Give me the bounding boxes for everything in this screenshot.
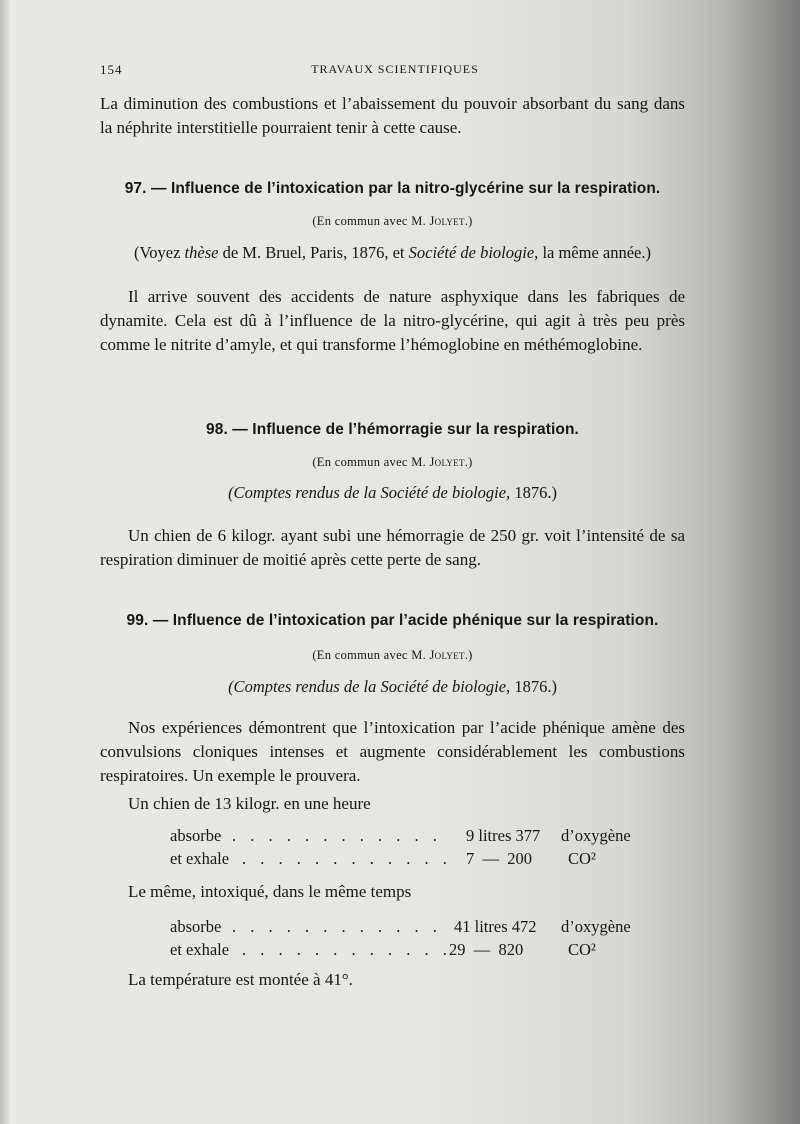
row-unit: CO²: [568, 940, 596, 959]
row-amount: 7 — 200: [466, 849, 532, 868]
table2-row: [170, 940, 630, 962]
intro-paragraph: La diminution des combustions et l’abaissement du pouvoir absorbant du sang dans la néphrite interstitielle pourraient tenir à cette cause.: [100, 94, 685, 137]
row-dots: . . . . . . . . . . . .: [232, 826, 442, 845]
section-99-heading: 99. — Influence de l’intoxication par l’acide phénique sur la respiration.: [126, 612, 659, 629]
section-99-line1: Un chien de 13 kilogr. en une heure: [128, 794, 371, 813]
section-98-heading: 98. — Influence de l’hémorragie sur la respiration.: [206, 421, 579, 438]
section-99-paragraph: Nos expériences démontrent que l’intoxication par l’acide phénique amène des convulsions cloniques intenses et augmente considérablement les combustions respiratoires. Un exemple le prouvera.: [100, 718, 685, 785]
row-dots: . . . . . . . . . . . .: [232, 917, 442, 936]
row-unit: d’oxygène: [561, 826, 631, 845]
section-98-paragraph: Un chien de 6 kilogr. ayant subi une hémorragie de 250 gr. voit l’intensité de sa respiration diminuer de moitié après cette perte de sang.: [100, 526, 685, 569]
section-99-reference: [100, 677, 685, 697]
collab-suffix: .): [464, 455, 473, 469]
section-99-line3-wrap: [100, 968, 685, 992]
section-97-reference: [100, 243, 685, 263]
row-label: absorbe: [170, 826, 222, 845]
collab-prefix: (En commun avec M.: [312, 648, 430, 662]
section-97: [100, 180, 685, 198]
table1-row: [170, 849, 630, 871]
ref-italic: (Comptes rendus de la Société de biologie,: [228, 677, 511, 696]
table2-row: [170, 917, 630, 939]
table1-row: [170, 826, 630, 848]
ref-italic: (Comptes rendus de la Société de biologie,: [228, 483, 511, 502]
collab-suffix: .): [464, 648, 473, 662]
ref-part-d: Société de biologie,: [408, 243, 539, 262]
section-99-collab: [100, 648, 685, 663]
section-99-line1-wrap: [100, 792, 685, 816]
section-99-body: [100, 716, 685, 788]
ref-part-a: (Voyez: [133, 243, 185, 262]
section-98: [100, 421, 685, 439]
row-label: absorbe: [170, 917, 222, 936]
row-label: et exhale: [170, 849, 230, 868]
page-left-edge: [0, 0, 10, 1124]
row-amount: 41 litres 472: [454, 917, 537, 936]
section-99-line3: La température est montée à 41°.: [128, 970, 353, 989]
ref-end: 1876.): [510, 677, 557, 696]
ref-part-c: de M. Bruel, Paris, 1876, et: [218, 243, 409, 262]
row-dots: . . . . . . . . . . . .: [242, 940, 452, 959]
row-dots: . . . . . . . . . . . .: [242, 849, 452, 868]
section-97-body: [100, 285, 685, 357]
running-header: [100, 62, 690, 80]
running-title: TRAVAUX SCIENTIFIQUES: [311, 62, 479, 76]
row-amount: 9 litres 377: [466, 826, 541, 845]
section-98-reference: [100, 483, 685, 503]
ref-part-b: thèse: [184, 243, 219, 262]
row-unit: CO²: [568, 849, 596, 868]
collab-prefix: (En commun avec M.: [312, 214, 430, 228]
section-97-collab: [100, 214, 685, 229]
section-97-heading: 97. — Influence de l’intoxication par la nitro-glycérine sur la respiration.: [124, 180, 661, 197]
intro-block: [100, 92, 685, 140]
section-99: [100, 612, 685, 630]
row-unit: d’oxygène: [561, 917, 631, 936]
section-99-line2: Le même, intoxiqué, dans le même temps: [128, 882, 412, 901]
section-98-body: [100, 524, 685, 572]
row-amount: 29 — 820: [449, 940, 524, 959]
collab-name: Jolyet: [429, 648, 465, 662]
section-97-paragraph: Il arrive souvent des accidents de nature asphyxique dans les fabriques de dynamite. Cela est dû à l’influence de la nitro-glycérine, qui agit à très peu près comme le nitrite d’amyle, et qui transforme l’hémoglobine en méthémoglobine.: [100, 287, 685, 354]
collab-suffix: .): [464, 214, 473, 228]
section-98-collab: [100, 455, 685, 470]
collab-name: Jolyet: [429, 455, 465, 469]
row-label: et exhale: [170, 940, 230, 959]
collab-name: Jolyet: [429, 214, 465, 228]
page-number: 154: [100, 62, 123, 77]
ref-part-e: la même année.): [538, 243, 652, 262]
section-99-line2-wrap: [100, 880, 685, 904]
collab-prefix: (En commun avec M.: [312, 455, 430, 469]
ref-end: 1876.): [510, 483, 557, 502]
